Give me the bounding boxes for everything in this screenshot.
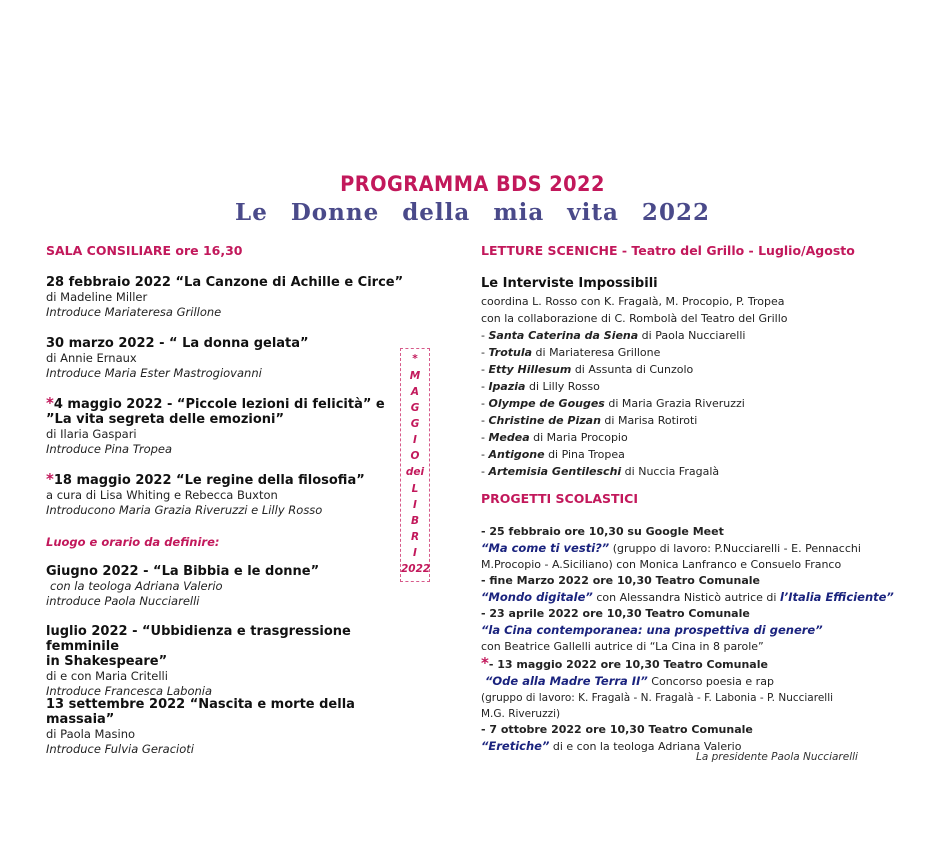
vertical-char: B — [410, 515, 419, 527]
event-author: di Ilaria Gaspari — [46, 427, 137, 441]
vertical-char: G — [410, 402, 420, 414]
project-detail: (gruppo di lavoro: P.Nucciarelli - E. Pennacchi — [609, 542, 861, 555]
event-4 — [46, 472, 396, 518]
reading-name: Olympe de Gouges — [488, 397, 605, 410]
event-title-line2: ”La vita segreta delle emozioni” — [46, 412, 285, 427]
event-intro: Introduce Maria Ester Mastrogiovanni — [46, 366, 262, 380]
letture-sceniche-header: LETTURE SCENICHE - Teatro del Grillo - Luglio/Agosto — [481, 243, 855, 258]
list-item: - Medea di Maria Procopio — [481, 431, 628, 444]
maggio-dei-libri-box — [400, 348, 430, 582]
reading-author: di Nuccia Fragalà — [621, 465, 720, 478]
reading-name: Trotula — [488, 346, 533, 359]
vertical-char: I — [413, 434, 417, 446]
project-detail: (gruppo di lavoro: K. Fragalà - N. Fragalà - F. Labonia - P. Nucciarelli — [481, 692, 834, 704]
event-title-line2: in Shakespeare” — [46, 654, 168, 669]
collaboration-line: con la collaborazione di C. Rombolà del Teatro del Grillo — [481, 312, 788, 325]
event-intro: Introduce Pina Tropea — [46, 442, 173, 456]
project-title: “Mondo digitale” — [481, 590, 593, 604]
program-subtitle: Le Donne della mia vita 2022 — [235, 199, 710, 226]
project-detail: di e con la teologa Adriana Valerio — [549, 740, 742, 753]
project-detail: con Alessandra Nisticò autrice di — [592, 591, 780, 604]
event-author: di Annie Ernaux — [46, 351, 137, 365]
event-intro: Introducono Maria Grazia Riveruzzi e Lilly Rosso — [46, 503, 323, 517]
event-author: a cura di Lisa Whiting e Rebecca Buxton — [46, 488, 278, 502]
reading-author: di Maria Procopio — [529, 431, 628, 444]
list-item: - Christine de Pizan di Marisa Rotiroti — [481, 414, 698, 427]
program-title: PROGRAMMA BDS 2022 — [340, 172, 605, 196]
project-detail: M.G. Riveruzzi) — [481, 708, 561, 720]
event-intro: Introduce Francesca Labonia — [46, 684, 213, 698]
section-title: Le Interviste Impossibili — [481, 276, 658, 291]
event-1 — [46, 275, 416, 320]
reading-author: di Marisa Rotiroti — [600, 414, 698, 427]
event-7 — [46, 697, 426, 757]
project-date: - 23 aprile 2022 ore 10,30 Teatro Comunale — [481, 607, 750, 620]
event-intro: Introduce Mariateresa Grillone — [46, 305, 222, 319]
project-title: “Ma come ti vesti?” — [481, 541, 610, 555]
list-item: - Antigone di Pina Tropea — [481, 448, 625, 461]
list-item: - Etty Hillesum di Assunta di Cunzolo — [481, 363, 694, 376]
event-2 — [46, 336, 416, 381]
project-date: - fine Marzo 2022 ore 10,30 Teatro Comunale — [481, 574, 760, 587]
project-date: - 7 ottobre 2022 ore 10,30 Teatro Comunale — [481, 723, 753, 736]
vertical-char: L — [411, 483, 419, 495]
project-detail: M.Procopio - A.Siciliano) con Monica Lanfranco e Consuelo Franco — [481, 558, 842, 571]
reading-name: Antigone — [488, 448, 545, 461]
event-title: 28 febbraio 2022 “La Canzone di Achille e Circe” — [46, 275, 404, 290]
list-item: - Artemisia Gentileschi di Nuccia Fragalà — [481, 465, 720, 478]
event-author: di Madeline Miller — [46, 290, 148, 304]
project-title: “Ode alla Madre Terra II” — [485, 674, 648, 688]
event-title: luglio 2022 - “Ubbidienza e trasgressione femminile — [46, 624, 351, 654]
project-date: - 13 maggio 2022 ore 10,30 Teatro Comunale — [488, 658, 768, 671]
project-title: “Eretiche” — [481, 739, 550, 753]
interviste-section — [481, 276, 901, 480]
asterisk-icon: * — [481, 654, 489, 672]
signature: La presidente Paola Nucciarelli — [696, 751, 858, 763]
project-title: “la Cina contemporanea: una prospettiva di genere” — [481, 623, 823, 637]
tbd-label: Luogo e orario da definire: — [46, 535, 220, 549]
vertical-char: I — [413, 499, 417, 511]
reading-author: di Maria Grazia Riveruzzi — [604, 397, 745, 410]
reading-name: Ipazia — [488, 380, 526, 393]
school-projects — [481, 524, 911, 755]
project-detail: con Beatrice Gallelli autrice di “La Cina in 8 parole” — [481, 640, 764, 653]
vertical-char: A — [410, 386, 420, 398]
reading-author: di Assunta di Cunzolo — [571, 363, 694, 376]
reading-name: Santa Caterina da Siena — [488, 329, 639, 342]
event-author: con la teologa Adriana Valerio — [50, 579, 223, 593]
reading-name: Etty Hillesum — [488, 363, 572, 376]
progetti-scolastici-header: PROGETTI SCOLASTICI — [481, 491, 639, 506]
event-title: 30 marzo 2022 - “ La donna gelata” — [46, 336, 309, 351]
event-author: di Paola Masino — [46, 727, 136, 741]
vertical-char: 2022 — [401, 563, 431, 575]
coordination-line: coordina L. Rosso con K. Fragalà, M. Procopio, P. Tropea — [481, 295, 785, 308]
event-title: Giugno 2022 - “La Bibbia e le donne” — [46, 564, 320, 579]
reading-name: Medea — [488, 431, 530, 444]
list-item: - Trotula di Mariateresa Grillone — [481, 346, 661, 359]
vertical-char: R — [410, 531, 420, 543]
reading-name: Artemisia Gentileschi — [488, 465, 622, 478]
event-6 — [46, 624, 426, 699]
event-intro: Introduce Fulvia Geracioti — [46, 742, 194, 756]
list-item: - Olympe de Gouges di Maria Grazia Riveruzzi — [481, 397, 745, 410]
reading-name: Christine de Pizan — [488, 414, 601, 427]
vertical-char: O — [410, 450, 420, 462]
event-author: di e con Maria Critelli — [46, 669, 168, 683]
vertical-char: * — [412, 353, 418, 365]
project-detail: Concorso poesia e rap — [647, 675, 774, 688]
sala-consiliare-header: SALA CONSILIARE ore 16,30 — [46, 243, 243, 258]
vertical-char: G — [410, 418, 420, 430]
book-title: l’Italia Efficiente” — [779, 590, 894, 604]
event-3 — [46, 396, 396, 457]
event-5 — [46, 564, 406, 609]
asterisk-icon: * — [46, 470, 54, 488]
reading-author: di Mariateresa Grillone — [532, 346, 661, 359]
asterisk-icon: * — [46, 394, 54, 412]
list-item: - Ipazia di Lilly Rosso — [481, 380, 600, 393]
reading-author: di Lilly Rosso — [525, 380, 600, 393]
event-title: 4 maggio 2022 - “Piccole lezioni di felicità” e — [53, 397, 385, 412]
vertical-char: I — [413, 547, 417, 559]
project-date: - 25 febbraio ore 10,30 su Google Meet — [481, 525, 724, 538]
event-intro: introduce Paola Nucciarelli — [46, 594, 200, 608]
vertical-char: dei — [405, 466, 425, 478]
event-title: 18 maggio 2022 “Le regine della filosofia” — [53, 473, 365, 488]
reading-author: di Paola Nucciarelli — [638, 329, 746, 342]
reading-author: di Pina Tropea — [544, 448, 625, 461]
vertical-char: M — [409, 370, 421, 382]
event-title: 13 settembre 2022 “Nascita e morte della massaia” — [46, 697, 355, 727]
list-item: - Santa Caterina da Siena di Paola Nucciarelli — [481, 329, 746, 342]
